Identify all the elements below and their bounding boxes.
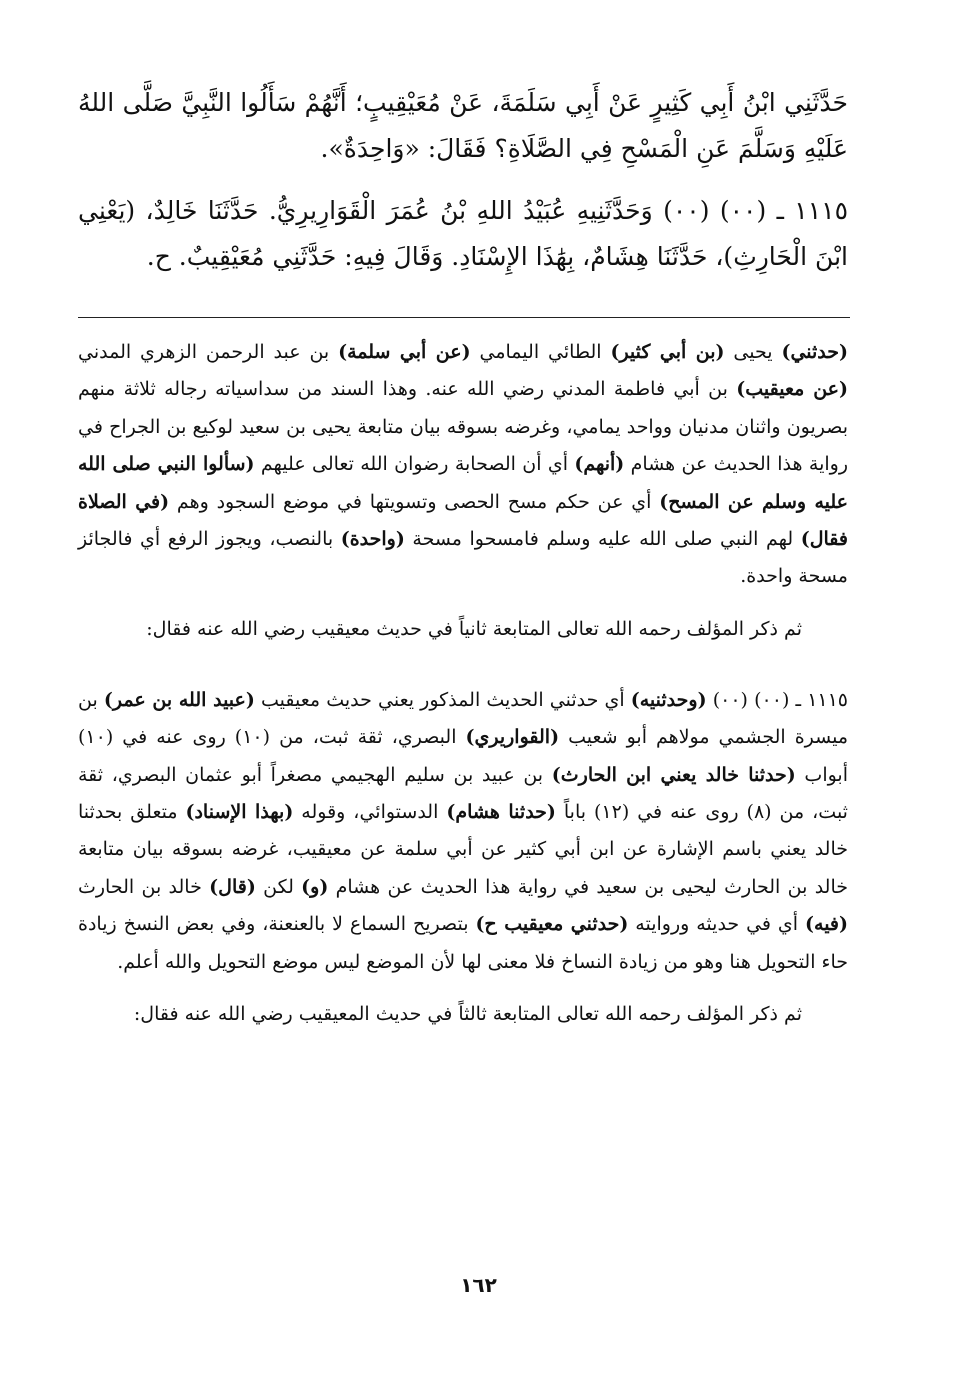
quoted-phrase: (حدثني) (781, 341, 849, 363)
footnote-divider (78, 317, 850, 318)
quoted-phrase: (عن أبي سلمة) (338, 341, 471, 363)
commentary-run: الدستوائي، وقوله (293, 801, 447, 824)
quoted-phrase: (واحدة) (340, 528, 405, 551)
quoted-phrase: (عن معيقيب) (736, 378, 848, 401)
quoted-phrase: (حدثنا خالد يعني ابن الحارث) (551, 763, 796, 786)
commentary-run: بن أبي فاطمة المدني رضي الله عنه. وهذا السند من سداسياته رجاله ثلاثة منهم بصريون واثنان مدنيان وواحد يمامي، وغرضه بسوقه بيان متابعة يحيى بن سعيد لوكيع بن الجراح في رواية هذا الحديث عن هشام (78, 378, 848, 476)
quoted-phrase: (فيه) (805, 913, 848, 936)
quoted-phrase: (و) (301, 875, 329, 898)
quoted-phrase: (سألوا النبي صلى الله عليه وسلم عن المسح) (78, 453, 848, 513)
commentary-bridge-1: ثم ذكر المؤلف رحمه الله تعالى المتابعة ثانياً في حديث معيقيب رضي الله عنه فقال: (146, 617, 802, 640)
commentary-text (78, 334, 848, 1035)
quoted-phrase: (قال) (209, 875, 256, 898)
quoted-phrase: (وحدثنيه) (630, 688, 707, 711)
quoted-phrase: (حدثني معيقيب ح) (475, 913, 629, 936)
commentary-paragraph-1 (78, 334, 848, 596)
commentary-run: بن عبد الرحمن الزهري المدني (78, 341, 339, 363)
quoted-phrase: (في الصلاة فقال) (78, 490, 848, 551)
commentary-run: أي عن حكم مسح الحصى وتسويتها في موضع السجود وهم (169, 490, 660, 513)
commentary-run: ١١١٥ ـ (٠٠) (٠٠) (706, 688, 849, 711)
page-number: ١٦٢ (460, 1273, 497, 1297)
commentary-run: بن عبيد بن سليم الهجيمي مصغراً أبو عثمان البصري، ثقة ثبت، من (٨) روى عنه في (١٢) باباً (78, 763, 848, 824)
commentary-run: خالد بن الحارث (78, 875, 210, 898)
quoted-phrase: (حدثنا هشام) (446, 801, 556, 824)
commentary-bridge-2: ثم ذكر المؤلف رحمه الله تعالى المتابعة ثالثاً في حديث المعيقيب رضي الله عنه فقال: (133, 1003, 802, 1026)
quoted-phrase: (أنهم) (574, 453, 625, 476)
commentary-run: يحيى (724, 341, 782, 363)
hadith-paragraph-1: حَدَّثَنِي ابْنُ أَبِي كَثِيرٍ عَنْ أَبِي سَلَمَةَ، عَنْ مُعَيْقِيبٍ؛ أَنَّهُمْ سَأَلُوا النَّبِيَّ صَلَّى اللهُ عَلَيْهِ وَسَلَّمَ عَنِ الْمَسْحِ فِي الصَّلَاةِ؟ فَقَالَ: «وَاحِدَةٌ». (78, 88, 848, 163)
quoted-phrase: (بهذا الإسناد) (185, 801, 294, 824)
commentary-run: لهم النبي صلى الله عليه وسلم فامسحوا مسحة (404, 528, 801, 551)
quoted-phrase: (عبيد الله بن عمر) (103, 688, 255, 711)
commentary-paragraph-2 (78, 682, 848, 981)
commentary-run: أي في حديثه وروايته (628, 913, 806, 936)
hadith-paragraph-2: ١١١٥ ـ (٠٠) (٠٠) وَحَدَّثَنِيهِ عُبَيْدُ اللهِ بْنُ عُمَرَ الْقَوَارِيرِيُّ. حَدَّثَنَا خَالِدٌ، (يَعْنِي ابْنَ الْحَارِثِ)، حَدَّثَنَا هِشَامٌ، بِهَٰذَا الإِسْنَادِ. وَقَالَ فِيهِ: حَدَّثَنِي مُعَيْقِيبٌ. ح. (78, 196, 848, 271)
commentary-run: البصري، ثقة ثبت، من (١٠) روى عنه في (١٠) أبواب (78, 726, 848, 786)
commentary-run: لكن (255, 875, 302, 898)
commentary-run: الطائي اليمامي (470, 341, 611, 363)
quoted-phrase: (بن أبي كثير) (610, 341, 725, 363)
commentary-run: بالنصب، ويجوز الرفع أي فالجائز مسحة واحدة. (78, 528, 848, 588)
commentary-run: متعلق بحدثنا خالد يعني باسم الإشارة عن ابن أبي كثير عن أبي سلمة عن معيقيب، غرضه بسوقه بيان متابعة خالد بن الحارث ليحيى بن سعيد في رواية هذا الحديث عن هشام (78, 801, 848, 898)
commentary-run: بتصريح السماع لا بالعنعنة، وفي بعض النسخ زيادة حاء التحويل هنا وهو من زيادة النساخ فلا معنى لها لأن الموضع ليس موضع التحويل والله أعلم. (78, 913, 848, 973)
commentary-run: أي أن الصحابة رضوان الله تعالى عليهم (254, 453, 575, 476)
commentary-run: أي حدثني الحديث المذكور يعني حديث معيقيب (254, 688, 631, 711)
hadith-text (78, 80, 848, 280)
quoted-phrase: (القواريري) (465, 726, 560, 749)
commentary-run: بن ميسرة الجشمي مولاهم أبو شعيب (78, 688, 848, 749)
